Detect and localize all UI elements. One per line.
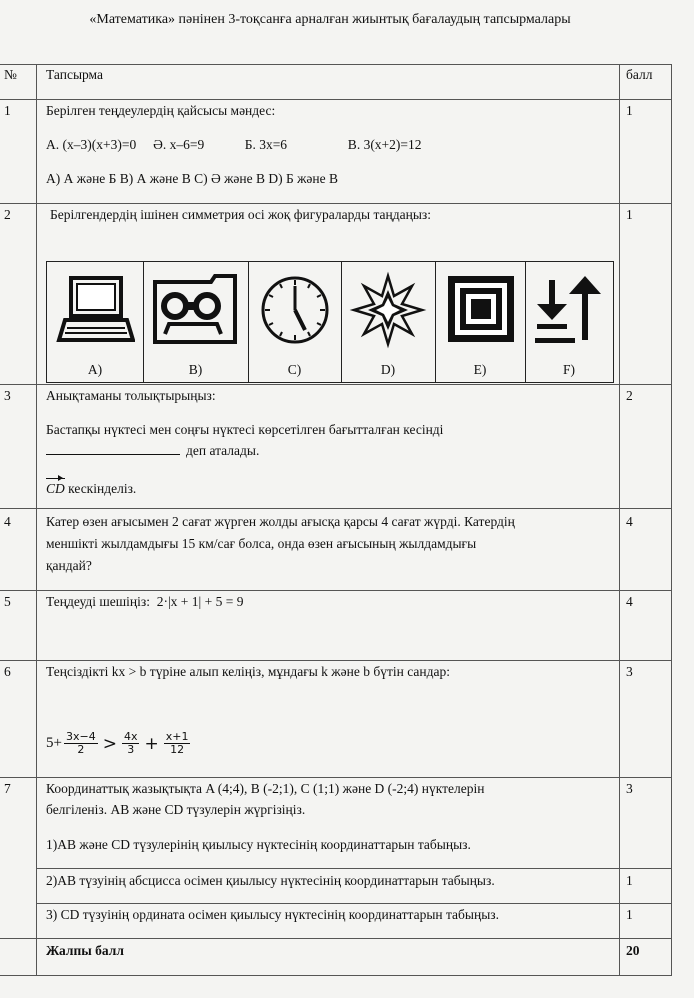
figure-b bbox=[143, 262, 249, 382]
row6-num: 6 bbox=[4, 664, 11, 679]
figure-d-label: D) bbox=[380, 362, 396, 377]
figure-e-label: E) bbox=[473, 362, 487, 377]
header-task: Тапсырма bbox=[46, 67, 103, 82]
row2-question: Берілгендердің ішінен симметрия осі жоқ фигураларды таңдаңыз: bbox=[50, 207, 431, 222]
row4-line2: меншікті жылдамдығы 15 км/сағ болса, онда өзен ағысының жылдамдығы bbox=[46, 536, 477, 551]
figure-b-label: B) bbox=[188, 362, 203, 377]
arrows-icon bbox=[529, 270, 609, 350]
row4-num: 4 bbox=[4, 514, 11, 529]
figure-d bbox=[341, 262, 436, 382]
concentric-squares-icon bbox=[440, 270, 520, 350]
answer-blank[interactable] bbox=[46, 442, 180, 455]
figure-a-label: A) bbox=[87, 362, 103, 377]
row3-question: Анықтаманы толықтырыңыз: bbox=[46, 388, 216, 403]
figure-c-label: C) bbox=[287, 362, 302, 377]
row5-num: 5 bbox=[4, 594, 11, 609]
row6-question: Теңсіздікті kx > b түріне алып келіңіз, мұндағы k және b бүтін сандар: bbox=[46, 664, 450, 679]
row5-score: 4 bbox=[626, 594, 633, 609]
inequality: 5+ $\frac{3x-4}{2}$ > $\frac{4x}{3}$ + $\frac{x+1}{12}$ bbox=[46, 730, 189, 757]
row6-score: 3 bbox=[626, 664, 633, 679]
row3-score: 2 bbox=[626, 388, 633, 403]
row3-line2: деп аталады. bbox=[46, 442, 259, 460]
row7-line1: Координаттық жазықтықта A (4;4), B (-2;1), C (1;1) және D (-2;4) нүктелерін bbox=[46, 781, 485, 796]
total-label: Жалпы балл bbox=[46, 943, 124, 958]
row7-sub3-score: 1 bbox=[626, 907, 633, 922]
row1-num: 1 bbox=[4, 103, 11, 118]
row4-score: 4 bbox=[626, 514, 633, 529]
total-score: 20 bbox=[626, 943, 640, 958]
page-title: «Математика» пәнінен 3-тоқсанға арналған жиынтық бағалаудың тапсырмалары bbox=[89, 12, 571, 27]
row3-num: 3 bbox=[4, 388, 11, 403]
figure-f bbox=[525, 262, 613, 382]
cassette-icon bbox=[151, 270, 241, 350]
row7-sub1-score: 3 bbox=[626, 781, 633, 796]
header-num: № bbox=[4, 67, 17, 82]
figure-a bbox=[47, 262, 144, 382]
row5-question: Теңдеуді шешіңіз: 2·|x + 1| + 5 = 9 bbox=[46, 594, 244, 609]
clock-icon bbox=[255, 270, 335, 350]
row3-line3: CD кескінделіз. bbox=[46, 481, 137, 496]
figure-f-label: F) bbox=[562, 362, 575, 377]
row2-num: 2 bbox=[4, 207, 11, 222]
figure-c bbox=[248, 262, 342, 382]
row7-line2: белгіленіз. AB және CD түзулерін жүргізіңіз. bbox=[46, 802, 306, 817]
row4-line3: қандай? bbox=[46, 558, 92, 573]
row7-sub3: 3) CD түзуінің ордината осімен қиылысу нүктесінің координаттарын табыңыз. bbox=[46, 907, 499, 922]
row1-answers: A) А және Б B) А және В C) Ә және В D) Б және В bbox=[46, 171, 339, 186]
vector-cd: CD bbox=[46, 481, 65, 496]
header-score: балл bbox=[626, 67, 653, 82]
row1-question: Берілген теңдеулердің қайсысы мәндес: bbox=[46, 103, 276, 118]
figures-table bbox=[46, 261, 614, 383]
row1-options: А. (x–3)(x+3)=0 Ә. x–6=9 Б. 3x=6 В. 3(x+2)=12 bbox=[46, 137, 422, 152]
row7-sub2-score: 1 bbox=[626, 873, 633, 888]
row7-sub2: 2)AB түзуінің абсцисса осімен қиылысу нүктесінің координаттарын табыңыз. bbox=[46, 873, 495, 888]
row7-num: 7 bbox=[4, 781, 11, 796]
row2-score: 1 bbox=[626, 207, 633, 222]
figure-e bbox=[435, 262, 526, 382]
laptop-icon bbox=[55, 270, 135, 350]
row4-line1: Катер өзен ағысымен 2 сағат жүрген жолды ағысқа қарсы 4 сағат жүрді. Катердің bbox=[46, 514, 515, 529]
row7-sub1: 1)AB және CD түзулерінің қиылысу нүктесінің координаттарын табыңыз. bbox=[46, 837, 471, 852]
row3-line1: Бастапқы нүктесі мен соңғы нүктесі көрсетілген бағытталған кесінді bbox=[46, 422, 444, 437]
star-icon bbox=[348, 270, 428, 350]
row1-score: 1 bbox=[626, 103, 633, 118]
